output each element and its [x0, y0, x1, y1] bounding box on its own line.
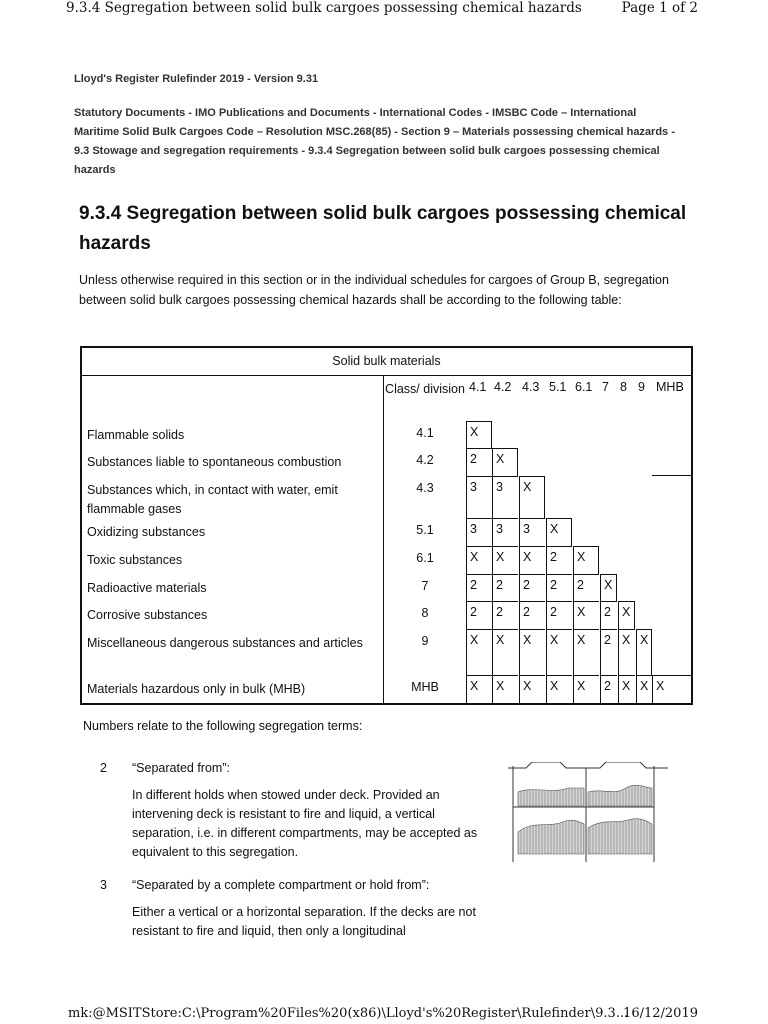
row-label: Substances liable to spontaneous combustion — [87, 455, 342, 469]
row-class: 6.1 — [416, 551, 434, 565]
table-cell: 3 — [492, 518, 518, 546]
table-cell: 2 — [546, 601, 572, 629]
table-divider — [82, 375, 691, 376]
table-cell: X — [519, 675, 545, 703]
footer-file-path: mk:@MSITStore:C:\Program%20Files%20(x86)\Lloyd's%20Register\Rulefinder\9.3... — [68, 1006, 629, 1021]
section-heading: 9.3.4 Segregation between solid bulk cargoes possessing chemical hazards — [79, 203, 687, 254]
column-header: 8 — [620, 380, 627, 394]
table-cell: 3 — [519, 518, 545, 546]
row-label: Substances which, in contact with water, emit flammable gases — [87, 483, 338, 516]
row-class: 4.1 — [416, 426, 434, 440]
table-divider — [652, 475, 693, 476]
row-label: Oxidizing substances — [87, 525, 206, 539]
row-class: 7 — [421, 579, 429, 593]
column-header: MHB — [656, 380, 684, 394]
table-cell: 3 — [466, 476, 492, 518]
term-description: In different holds when stowed under deck. Provided an intervening deck is resistant to fire and liquid, a vertical separation, i.e. in different compartments, may be accepted as equivalent to this segregation. — [132, 788, 478, 859]
table-cell: X — [573, 629, 599, 675]
term-name: “Separated by a complete compartment or hold from”: — [132, 878, 430, 892]
table-cell: X — [492, 546, 518, 574]
table-cell: 2 — [546, 574, 572, 601]
footer-date: 16/12/2019 — [623, 1006, 698, 1021]
term-name: “Separated from”: — [132, 761, 230, 775]
table-cell: X — [466, 629, 492, 675]
intro-paragraph: Unless otherwise required in this section or in the individual schedules for cargoes of Group B, segregation between solid bulk cargoes possessing chemical hazards shall be according to the following table: — [79, 273, 669, 307]
table-cell: 2 — [466, 601, 492, 629]
table-cell: X — [573, 601, 599, 629]
table-cell: X — [519, 476, 545, 518]
table-cell: 2 — [546, 546, 572, 574]
term-number: 3 — [100, 878, 107, 892]
term-description: Either a vertical or a horizontal separation. If the decks are not resistant to fire and liquid, then only a longitudinal — [132, 905, 476, 938]
term-number: 2 — [100, 761, 107, 775]
segregation-table — [80, 346, 693, 705]
row-class: 4.2 — [416, 453, 434, 467]
table-cell: 2 — [519, 574, 545, 601]
table-cell: X — [618, 601, 635, 629]
table-divider — [383, 375, 384, 703]
row-label: Materials hazardous only in bulk (MHB) — [87, 682, 306, 696]
table-cell: X — [519, 546, 545, 574]
row-label: Toxic substances — [87, 553, 183, 567]
page-header-title: 9.3.4 Segregation between solid bulk cargoes possessing chemical hazards — [66, 0, 582, 16]
row-label: Miscellaneous dangerous substances and articles — [87, 636, 363, 650]
row-class: 5.1 — [416, 523, 434, 537]
column-header: 4.3 — [522, 380, 540, 394]
row-class: MHB — [411, 680, 439, 694]
table-cell: 2 — [466, 448, 492, 476]
table-cell: 2 — [573, 574, 599, 601]
table-cell: X — [466, 675, 492, 703]
table-cell: X — [652, 675, 693, 703]
table-cell: X — [636, 675, 652, 703]
table-cell: X — [546, 675, 572, 703]
table-cell: X — [618, 675, 635, 703]
table-cell: X — [492, 448, 518, 476]
table-cell: 2 — [492, 601, 518, 629]
segregation-terms-intro: Numbers relate to the following segregation terms: — [83, 719, 363, 733]
table-cell: 2 — [600, 629, 617, 675]
table-cell: X — [573, 675, 599, 703]
table-cell: X — [546, 629, 572, 675]
column-header: 6.1 — [575, 380, 593, 394]
table-cell: X — [618, 629, 635, 675]
row-label: Corrosive substances — [87, 608, 208, 622]
column-header: 4.2 — [494, 380, 512, 394]
column-header: 4.1 — [469, 380, 487, 394]
ship-hold-diagram — [508, 762, 668, 862]
table-cell: X — [546, 518, 572, 546]
table-cell: X — [492, 675, 518, 703]
row-class: 4.3 — [416, 481, 434, 495]
row-label: Flammable solids — [87, 428, 185, 442]
table-cell: 3 — [466, 518, 492, 546]
table-cell: X — [519, 629, 545, 675]
column-header: 5.1 — [549, 380, 567, 394]
column-header: 7 — [602, 380, 609, 394]
table-cell: X — [466, 421, 492, 448]
table-cell: X — [466, 546, 492, 574]
table-cell: X — [573, 546, 599, 574]
row-class: 9 — [421, 634, 429, 648]
row-class: 8 — [421, 606, 429, 620]
table-cell: X — [492, 629, 518, 675]
table-cell: 2 — [600, 675, 617, 703]
breadcrumb: Statutory Documents - IMO Publications and Documents - International Codes - IMSBC Code – International Maritime Solid Bulk Cargoes Code – Resolution MSC.268(85) - Section 9 – Materials possessing chemical hazards - 9.3 Stowage and segregation requirements - 9.3.4 Segregation between solid bulk cargoes possessing chemical hazards — [74, 107, 675, 176]
table-cell: X — [600, 574, 617, 601]
table-cell: 2 — [492, 574, 518, 601]
row-label: Radioactive materials — [87, 581, 207, 595]
rulefinder-version: Lloyd's Register Rulefinder 2019 - Version 9.31 — [74, 73, 319, 85]
table-cell: 2 — [466, 574, 492, 601]
column-header: 9 — [638, 380, 645, 394]
table-cell: 3 — [492, 476, 518, 518]
class-division-header: Class/ division — [385, 382, 465, 396]
table-cell: 2 — [600, 601, 617, 629]
table-title: Solid bulk materials — [332, 354, 441, 368]
table-cell: 2 — [519, 601, 545, 629]
page-number: Page 1 of 2 — [621, 0, 698, 16]
table-cell: X — [636, 629, 652, 675]
